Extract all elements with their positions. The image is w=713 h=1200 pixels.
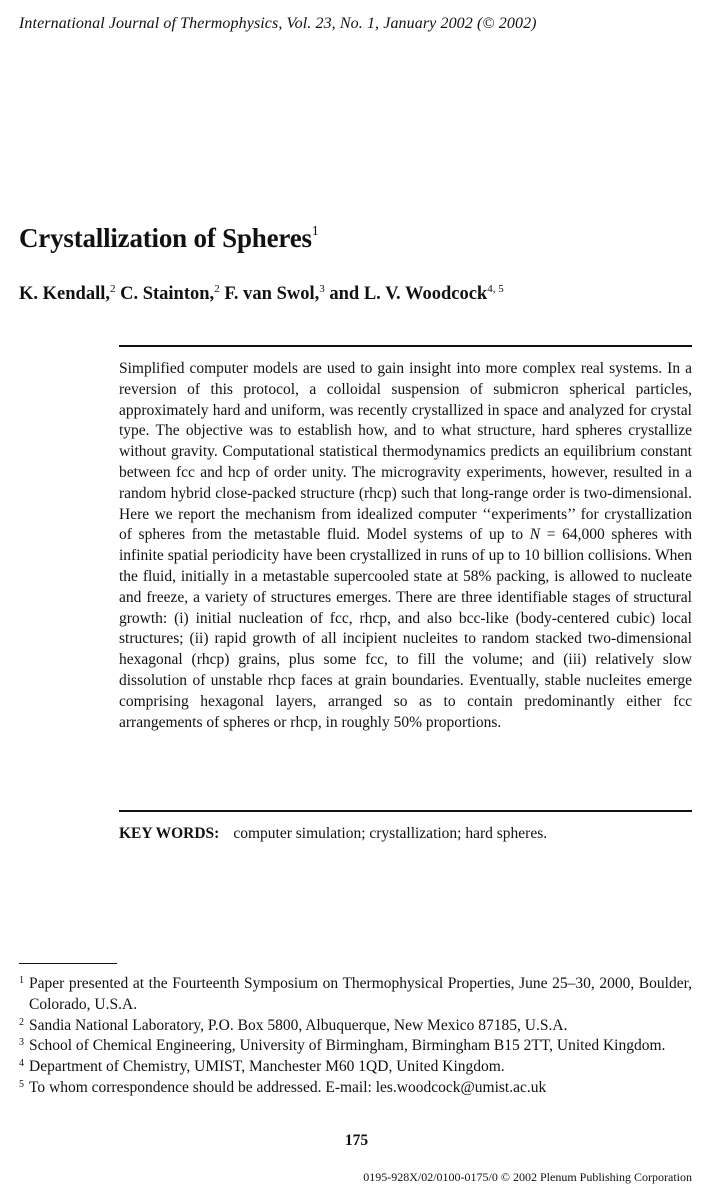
abstract [119, 359, 692, 733]
author-footnote-mark: 2 [214, 283, 220, 295]
footnote-mark: 2 [19, 1016, 24, 1028]
abstract-top-rule [119, 345, 692, 347]
keywords-text: computer simulation; crystallization; hard spheres. [233, 825, 548, 842]
footnote-mark: 4 [19, 1058, 24, 1070]
abstract-n-symbol: N [529, 526, 541, 544]
footnote-mark: 1 [19, 975, 24, 986]
footnote-mark: 3 [19, 1037, 24, 1049]
footnote-rule [19, 963, 117, 964]
copyright-line: 0195-928X/02/0100-0175/0 © 2002 Plenum Publishing Corporation [363, 1170, 692, 1184]
author-name: and L. V. Woodcock [329, 284, 488, 304]
abstract-text-part: = 64,000 spheres with infinite spatial periodicity have been crystallized in runs of up to 10 billion collisions. When the fluid, initially in a metastable supercooled state at 58% packing, is allowed to nucleate and freeze, a variety of structures emerges. There are three identifiable stages of structural growth: (i) initial nucleation of fcc, rhcp, and also bcc-like (body-centered cubic) local structures; (ii) rapid growth of all incipient nucleites to random stacked two-dimensional hexagonal (rhcp) grains, plus some fcc, to fill the volume; and (iii) relatively slow dissolution of unstable rhcp faces at grain boundaries. Eventually, stable nucleites emerge comprising hexagonal layers, arranged so as to contain predominantly either fcc arrangements of spheres or rhcp, in roughly 50% proportions. [119, 526, 692, 731]
footnote [19, 1036, 692, 1057]
author-footnote-mark: 2 [109, 283, 116, 295]
footnote [19, 974, 692, 1016]
title-text: Crystallization of Spheres [19, 223, 312, 253]
footnote-text: School of Chemical Engineering, University of Birmingham, Birmingham B15 2TT, United Kingdom. [29, 1037, 666, 1055]
keywords-label: KEY WORDS: [119, 825, 220, 842]
journal-citation: International Journal of Thermophysics, Vol. 23, No. 1, January 2002 (© 2002) [19, 15, 537, 32]
footnote [19, 1057, 692, 1078]
article-title [19, 223, 319, 254]
keywords [119, 825, 547, 843]
footnotes [19, 974, 692, 1099]
author-footnote-mark: 4, 5 [487, 283, 504, 295]
author-list [19, 283, 504, 305]
footnote [19, 1016, 692, 1037]
author-footnote-mark: 3 [319, 283, 325, 295]
page-number: 175 [344, 1132, 369, 1149]
author-name: C. Stainton, [120, 284, 215, 304]
footnote-text: Department of Chemistry, UMIST, Manchester M60 1QD, United Kingdom. [29, 1058, 505, 1076]
footnote-text: Paper presented at the Fourteenth Symposium on Thermophysical Properties, June 25–30, 2000, Boulder, Colorado, U.S.A. [29, 975, 692, 1013]
footnote-mark: 5 [19, 1078, 24, 1090]
author-name: F. van Swol, [224, 284, 320, 304]
title-footnote-mark: 1 [311, 224, 319, 239]
footnote [19, 1078, 692, 1099]
author-name: K. Kendall, [19, 284, 110, 304]
footnote-text: Sandia National Laboratory, P.O. Box 5800, Albuquerque, New Mexico 87185, U.S.A. [29, 1016, 568, 1034]
footnote-text: To whom correspondence should be addressed. E-mail: les.woodcock@umist.ac.uk [29, 1078, 547, 1096]
abstract-text-part: Simplified computer models are used to gain insight into more complex real systems. In a reversion of this protocol, a colloidal suspension of submicron spherical particles, approximately hard and uniform, was recently crystallized in space and analyzed for crystal type. The objective was to establish how, and to what structure, hard spheres crystallize without gravity. Computational statistical thermodynamics predicts an equilibrium constant between fcc and hcp of order unity. The microgravity experiments, however, resulted in a random hybrid close-packed structure (rhcp) such that long-range order is two-dimensional. Here we report the mechanism from idealized computer ‘‘experiments’’ for crystallization of spheres from the metastable fluid. Model systems of up to [119, 360, 692, 544]
abstract-bottom-rule [119, 810, 692, 812]
